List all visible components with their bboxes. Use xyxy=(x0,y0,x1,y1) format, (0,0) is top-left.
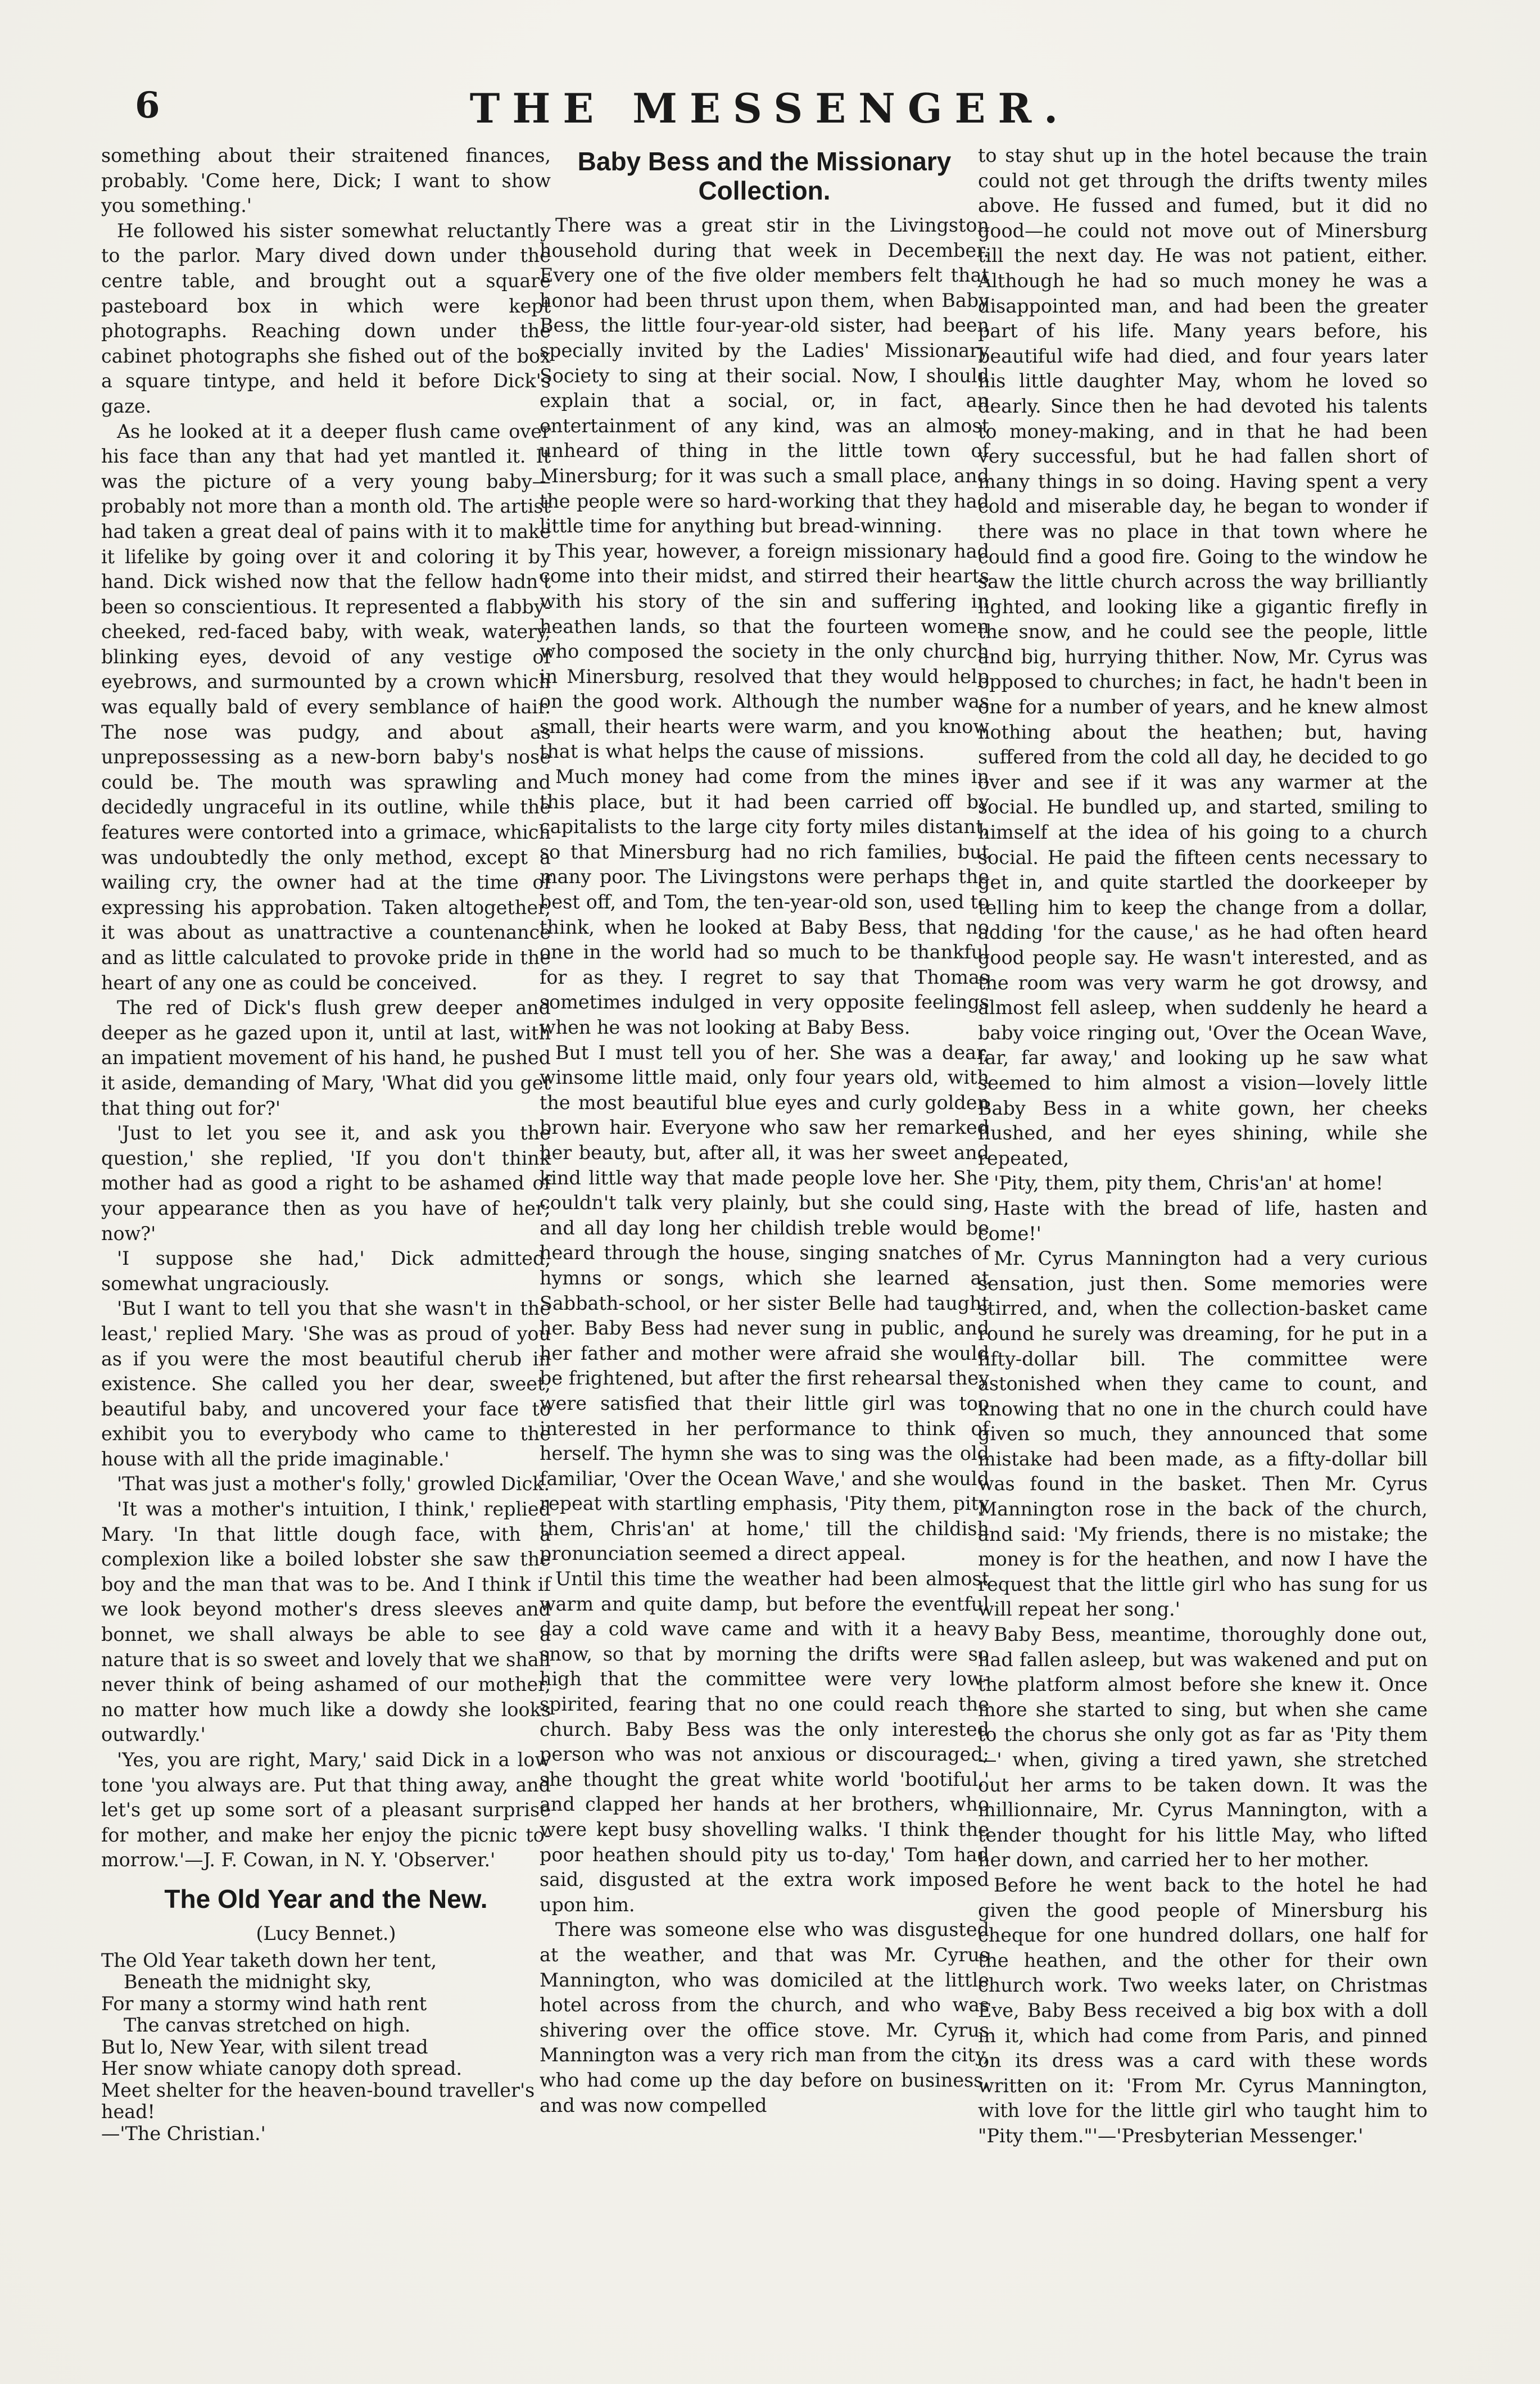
article-title: Baby Bess and the Missionary Collection. xyxy=(577,147,952,205)
column-3 xyxy=(978,143,1428,2149)
article-paragraph: But I must tell you of her. She was a dear, winsome little maid, only four years old, with the most beautiful blue eyes and curly golden brown hair. Everyone who saw her remarked her beauty, but, after all, it was her sweet and kind little way that made people love her. She couldn't talk very plainly, but she could sing, and all day long her childish treble would be heard through the house, singing snatches of hymns or songs, which she learned at Sabbath-school, or her sister Belle had taught her. Baby Bess had never sung in public, and her father and mother were afraid she would be frightened, but after the first rehearsal they were satisfied that their little girl was too interested in her performance to think of herself. The hymn she was to sing was the old familiar, 'Over the Ocean Wave,' and she would repeat with startling emphasis, 'Pity them, pity them, Chris'an' at home,' till the childish pronunciation seemed a direct appeal. xyxy=(540,1041,989,1565)
poem-line: For many a stormy wind hath rent xyxy=(101,1992,427,2015)
story-paragraph: 'But I want to tell you that she wasn't in the least,' replied Mary. 'She was as proud of you as if you were the most beautiful cherub in existence. She called you her dear, sweet, beautiful baby, and uncovered your face to exhibit you to everybody who came to the house with all the pride imaginable.' xyxy=(101,1297,551,1470)
poem xyxy=(101,1950,551,2145)
poem-line: The Old Year taketh down her tent, xyxy=(101,1949,437,1971)
article-paragraph: to stay shut up in the hotel because the train could not get through the drifts twenty miles above. He fussed and fumed, but it did no good—he could not move out of Minersburg till the next day. He was not patient, either. Although he had so much money he was a disappointed man, and had been the greater part of his life. Many years before, his beautiful wife had died, and four years later his little daughter May, whom he loved so dearly. Since then he had devoted his talents to money-making, and in that he had been very successful, but he had fallen short of many things in so doing. Having spent a very cold and miserable day, he began to wonder if there was no place in that town where he could find a good fire. Going to the window he saw the little church across the way brilliantly lighted, and looking like a gigantic firefly in the snow, and he could see the people, little and big, hurrying thither. Now, Mr. Cyrus was opposed to churches; in fact, he hadn't been in one for a number of years, and he knew almost nothing about the heathen; but, having suffered from the cold all day, he decided to go over and see if it was any warmer at the social. He bundled up, and started, smiling to himself at the idea of his going to a church social. He paid the fifteen cents necessary to get in, and quite startled the doorkeeper by telling him to keep the change from a dollar, adding 'for the cause,' as he had often heard good people say. He wasn't interested, and as the room was very warm he got drowsy, and almost fell asleep, when suddenly he heard a baby voice ringing out, 'Over the Ocean Wave, far, far away,' and looking up he saw what seemed to him almost a vision—lovely little Baby Bess in a white gown, her cheeks flushed, and her eyes shining, while she repeated, xyxy=(978,144,1428,1169)
poem-title: The Old Year and the New. xyxy=(164,1884,488,1913)
story-paragraph: 'I suppose she had,' Dick admitted, somewhat ungraciously. xyxy=(101,1247,551,1295)
column-1 xyxy=(101,143,551,2145)
story-paragraph: As he looked at it a deeper flush came over his face than any that had yet mantled it. It was the picture of a very young baby—probably not more than a month old. The artist had taken a great deal of pains with it to make it lifelike by going over it and coloring it by hand. Dick wished now that the fellow hadn't been so conscientious. It represented a flabby-cheeked, red-faced baby, with weak, watery, blinking eyes, devoid of any vestige of eyebrows, and surmounted by a crown which was equally bald of every semblance of hair. The nose was pudgy, and about as unprepossessing as a new-born baby's nose could be. The mouth was sprawling and decidedly ungraceful in its outline, while the features were contorted into a grimace, which was undoubtedly the only method, except a wailing cry, the owner had at the time of expressing his approbation. Taken altogether, it was about as unattractive a countenance and as little calculated to provoke pride in the heart of any one as could be conceived. xyxy=(101,420,551,994)
poem-author: (Lucy Bennet.) xyxy=(256,1922,396,1944)
poem-line: Beneath the midnight sky, xyxy=(124,1971,372,1993)
article-paragraph: This year, however, a foreign missionary had come into their midst, and stirred their hearts with his story of the sin and suffering in heathen lands, so that the fourteen women who composed the society in the only church in Minersburg, resolved that they would help on the good work. Although the number was small, their hearts were warm, and you know that is what helps the cause of missions. xyxy=(540,540,989,763)
article-paragraph: Before he went back to the hotel he had given the good people of Minersburg his cheque for one hundred dollars, one half for the heathen, and the other for their own church work. Two weeks later, on Christmas Eve, Baby Bess received a big box with a doll in it, which had come from Paris, and pinned on its dress was a card with these words written on it: 'From Mr. Cyrus Mannington, with love for the little girl who taught him to "Pity them."'—'Presbyterian Messenger.' xyxy=(978,1874,1428,2147)
article-paragraph: Mr. Cyrus Mannington had a very curious sensation, just then. Some memories were stirred, and, when the collection-basket came round he surely was dreaming, for he put in a fifty-dollar bill. The committee were astonished when they came to count, and knowing that no one in the church could have given so much, they announced that some mistake had been made, as a fifty-dollar bill was found in the basket. Then Mr. Cyrus Mannington rose in the back of the church, and said: 'My friends, there is no mistake; the money is for the heathen, and now I have the request that the little girl who has sung for us will repeat her song.' xyxy=(978,1247,1428,1621)
page-number: 6 xyxy=(135,84,160,126)
article-paragraph: Much money had come from the mines in this place, but it had been carried off by capitalists to the large city forty miles distant, so that Minersburg had no rich families, but many poor. The Livingstons were perhaps the best off, and Tom, the ten-year-old son, used to think, when he looked at Baby Bess, that no one in the world had so much to be thankful for as they. I regret to say that Thomas sometimes indulged in very opposite feelings when he was not looking at Baby Bess. xyxy=(540,766,989,1038)
poem-source: —'The Christian.' xyxy=(101,2122,266,2145)
story-paragraph: He followed his sister somewhat reluctantly to the parlor. Mary dived down under the centre table, and brought out a square pasteboard box in which were kept photographs. Reaching down under the cabinet photographs she fished out of the box a square tintype, and held it before Dick's gaze. xyxy=(101,219,551,417)
hymn-line: Haste with the bread of life, hasten and come!' xyxy=(978,1197,1428,1245)
article-paragraph: Baby Bess, meantime, thoroughly done out, had fallen asleep, but was wakened and put on the platform almost before she knew it. Once more she started to sing, but when she came to the chorus she only got as far as 'Pity them—' when, giving a tired yawn, she stretched out her arms to be taken down. It was the millionnaire, Mr. Cyrus Mannington, with a tender thought for his little May, who lifted her down, and carried her to her mother. xyxy=(978,1623,1428,1871)
masthead-title: THE MESSENGER. xyxy=(469,84,1071,132)
column-2 xyxy=(540,143,989,2118)
poem-line: The canvas stretched on high. xyxy=(124,2014,411,2037)
poem-line: Her snow whiate canopy doth spread. xyxy=(101,2057,463,2080)
poem-line: But lo, New Year, with silent tread xyxy=(101,2035,428,2058)
article-paragraph: There was someone else who was disgusted at the weather, and that was Mr. Cyrus Mannington, who was domiciled at the little hotel across from the church, and who was shivering over the office stove. Mr. Cyrus Mannington was a very rich man from the city, who had come up the day before on business, and was now compelled xyxy=(540,1919,989,2116)
poem-line: Meet shelter for the heaven-bound traveller's head! xyxy=(101,2079,541,2123)
story-paragraph: 'Just to let you see it, and ask you the question,' she replied, 'If you don't think mother had as good a right to be ashamed of your appearance then as you have of her; now?' xyxy=(101,1122,551,1245)
page-header xyxy=(90,84,1450,141)
story-paragraph: 'It was a mother's intuition, I think,' replied Mary. 'In that little dough face, with a complexion like a boiled lobster she saw the boy and the man that was to be. And I think if we look beyond mother's dress sleeves and bonnet, we shall always be able to see a nature that is so sweet and lovely that we shall never think of being ashamed of our mother, no matter how much like a dowdy she looks outwardly.' xyxy=(101,1498,551,1746)
article-paragraph: Until this time the weather had been almost warm and quite damp, but before the eventful day a cold wave came and with it a heavy snow, so that by morning the drifts were so high that the committee were very low-spirited, fearing that no one could reach the church. Baby Bess was the only interested person who was not anxious or discouraged; she thought the great white world 'bootiful,' and clapped her hands at her brothers, who were kept busy shovelling walks. 'I think the poor heathen should pity us to-day,' Tom had said, disgusted at the extra work imposed upon him. xyxy=(540,1568,989,1916)
hymn-line: 'Pity, them, pity them, Chris'an' at home! xyxy=(994,1172,1384,1195)
story-paragraph: 'Yes, you are right, Mary,' said Dick in a low tone 'you always are. Put that thing away, and let's get up some sort of a pleasant surprise for mother, and make her enjoy the picnic to-morrow.'—J. F. Cowan, in N. Y. 'Observer.' xyxy=(101,1749,551,1871)
story-paragraph: something about their straitened finances, probably. 'Come here, Dick; I want to show you something.' xyxy=(101,144,551,217)
story-paragraph: 'That was just a mother's folly,' growled Dick. xyxy=(117,1473,550,1495)
story-paragraph: The red of Dick's flush grew deeper and deeper as he gazed upon it, until at last, with an impatient movement of his hand, he pushed it aside, demanding of Mary, 'What did you get that thing out for?' xyxy=(101,997,551,1119)
article-paragraph: There was a great stir in the Livingston household during that week in December. Every one of the five older members felt that honor had been thrust upon them, when Baby Bess, the little four-year-old sister, had been specially invited by the Ladies' Missionary Society to sing at their social. Now, I should explain that a social, or, in fact, an entertainment of any kind, was an almost unheard of thing in the little town of Minersburg; for it was such a small place, and the people were so hard-working that they had little time for anything but bread-winning. xyxy=(540,214,989,537)
